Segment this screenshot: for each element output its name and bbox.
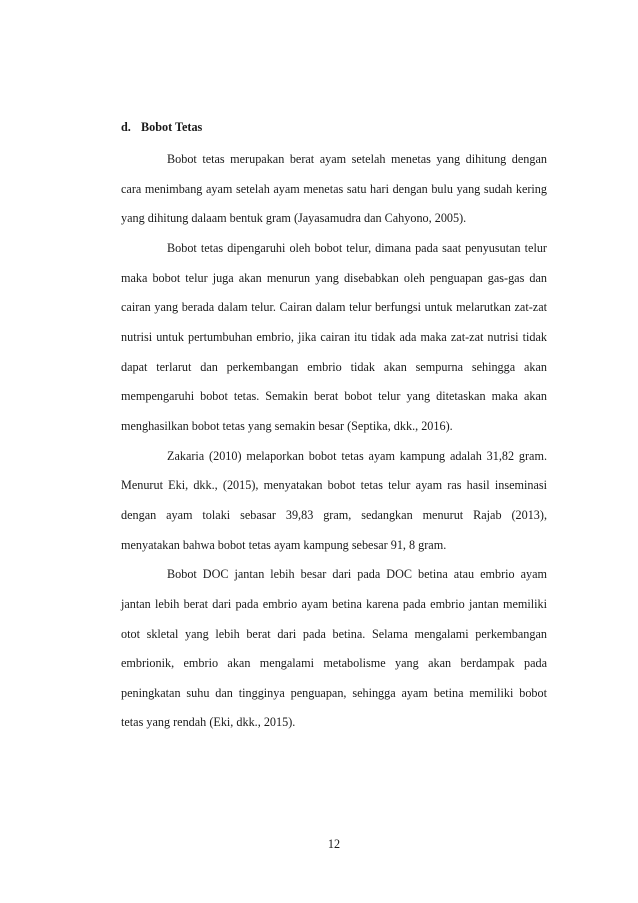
section-heading — [121, 120, 202, 135]
section-title: Bobot Tetas — [141, 120, 203, 134]
paragraph-1: Bobot tetas merupakan berat ayam setelah menetas yang dihitung dengan cara menimbang ayam setelah ayam menetas satu hari dengan bulu yang sudah kering yang dihitung dalaam bentuk gram (Jayasamudra dan Cahyono, 2005). — [121, 152, 547, 226]
paragraph-3: Zakaria (2010) melaporkan bobot tetas ayam kampung adalah 31,82 gram. Menurut Eki, dkk., (2015), menyatakan bobot tetas telur ayam ras hasil inseminasi dengan ayam tolaki sebasar 39,83 gram, sedangkan menurut Rajab (2013), menyatakan bahwa bobot tetas ayam kampung sebesar 91, 8 gram. — [121, 448, 547, 552]
paragraph-2: Bobot tetas dipengaruhi oleh bobot telur, dimana pada saat penyusutan telur maka bobot telur juga akan menurun yang disebabkan oleh penguapan gas-gas dan cairan yang berada dalam telur. Cairan dalam telur berfungsi untuk melarutkan zat-zat nutrisi untuk pertumbuhan embrio, jika cairan itu tidak ada maka zat-zat nutrisi tidak dapat terlarut dan perkembangan embrio tidak akan sempurna sehingga akan mempengaruhi bobot tetas. Semakin berat bobot telur yang ditetaskan maka akan menghasilkan bobot tetas yang semakin besar (Septika, dkk., 2016). — [121, 240, 547, 433]
section-number: d. — [121, 120, 131, 134]
page-number: 12 — [327, 837, 341, 851]
paragraph-4: Bobot DOC jantan lebih besar dari pada DOC betina atau embrio ayam jantan lebih berat dari pada embrio ayam betina karena pada embrio jantan memiliki otot skletal yang lebih berat dari pada betina. Selama mengalami perkembangan embrionik, embrio akan mengalami metabolisme yang akan berdampak pada peningkatan suhu dan tingginya penguapan, sehingga ayam betina memiliki bobot tetas yang rendah (Eki, dkk., 2015). — [121, 567, 547, 730]
body-text — [121, 145, 547, 738]
